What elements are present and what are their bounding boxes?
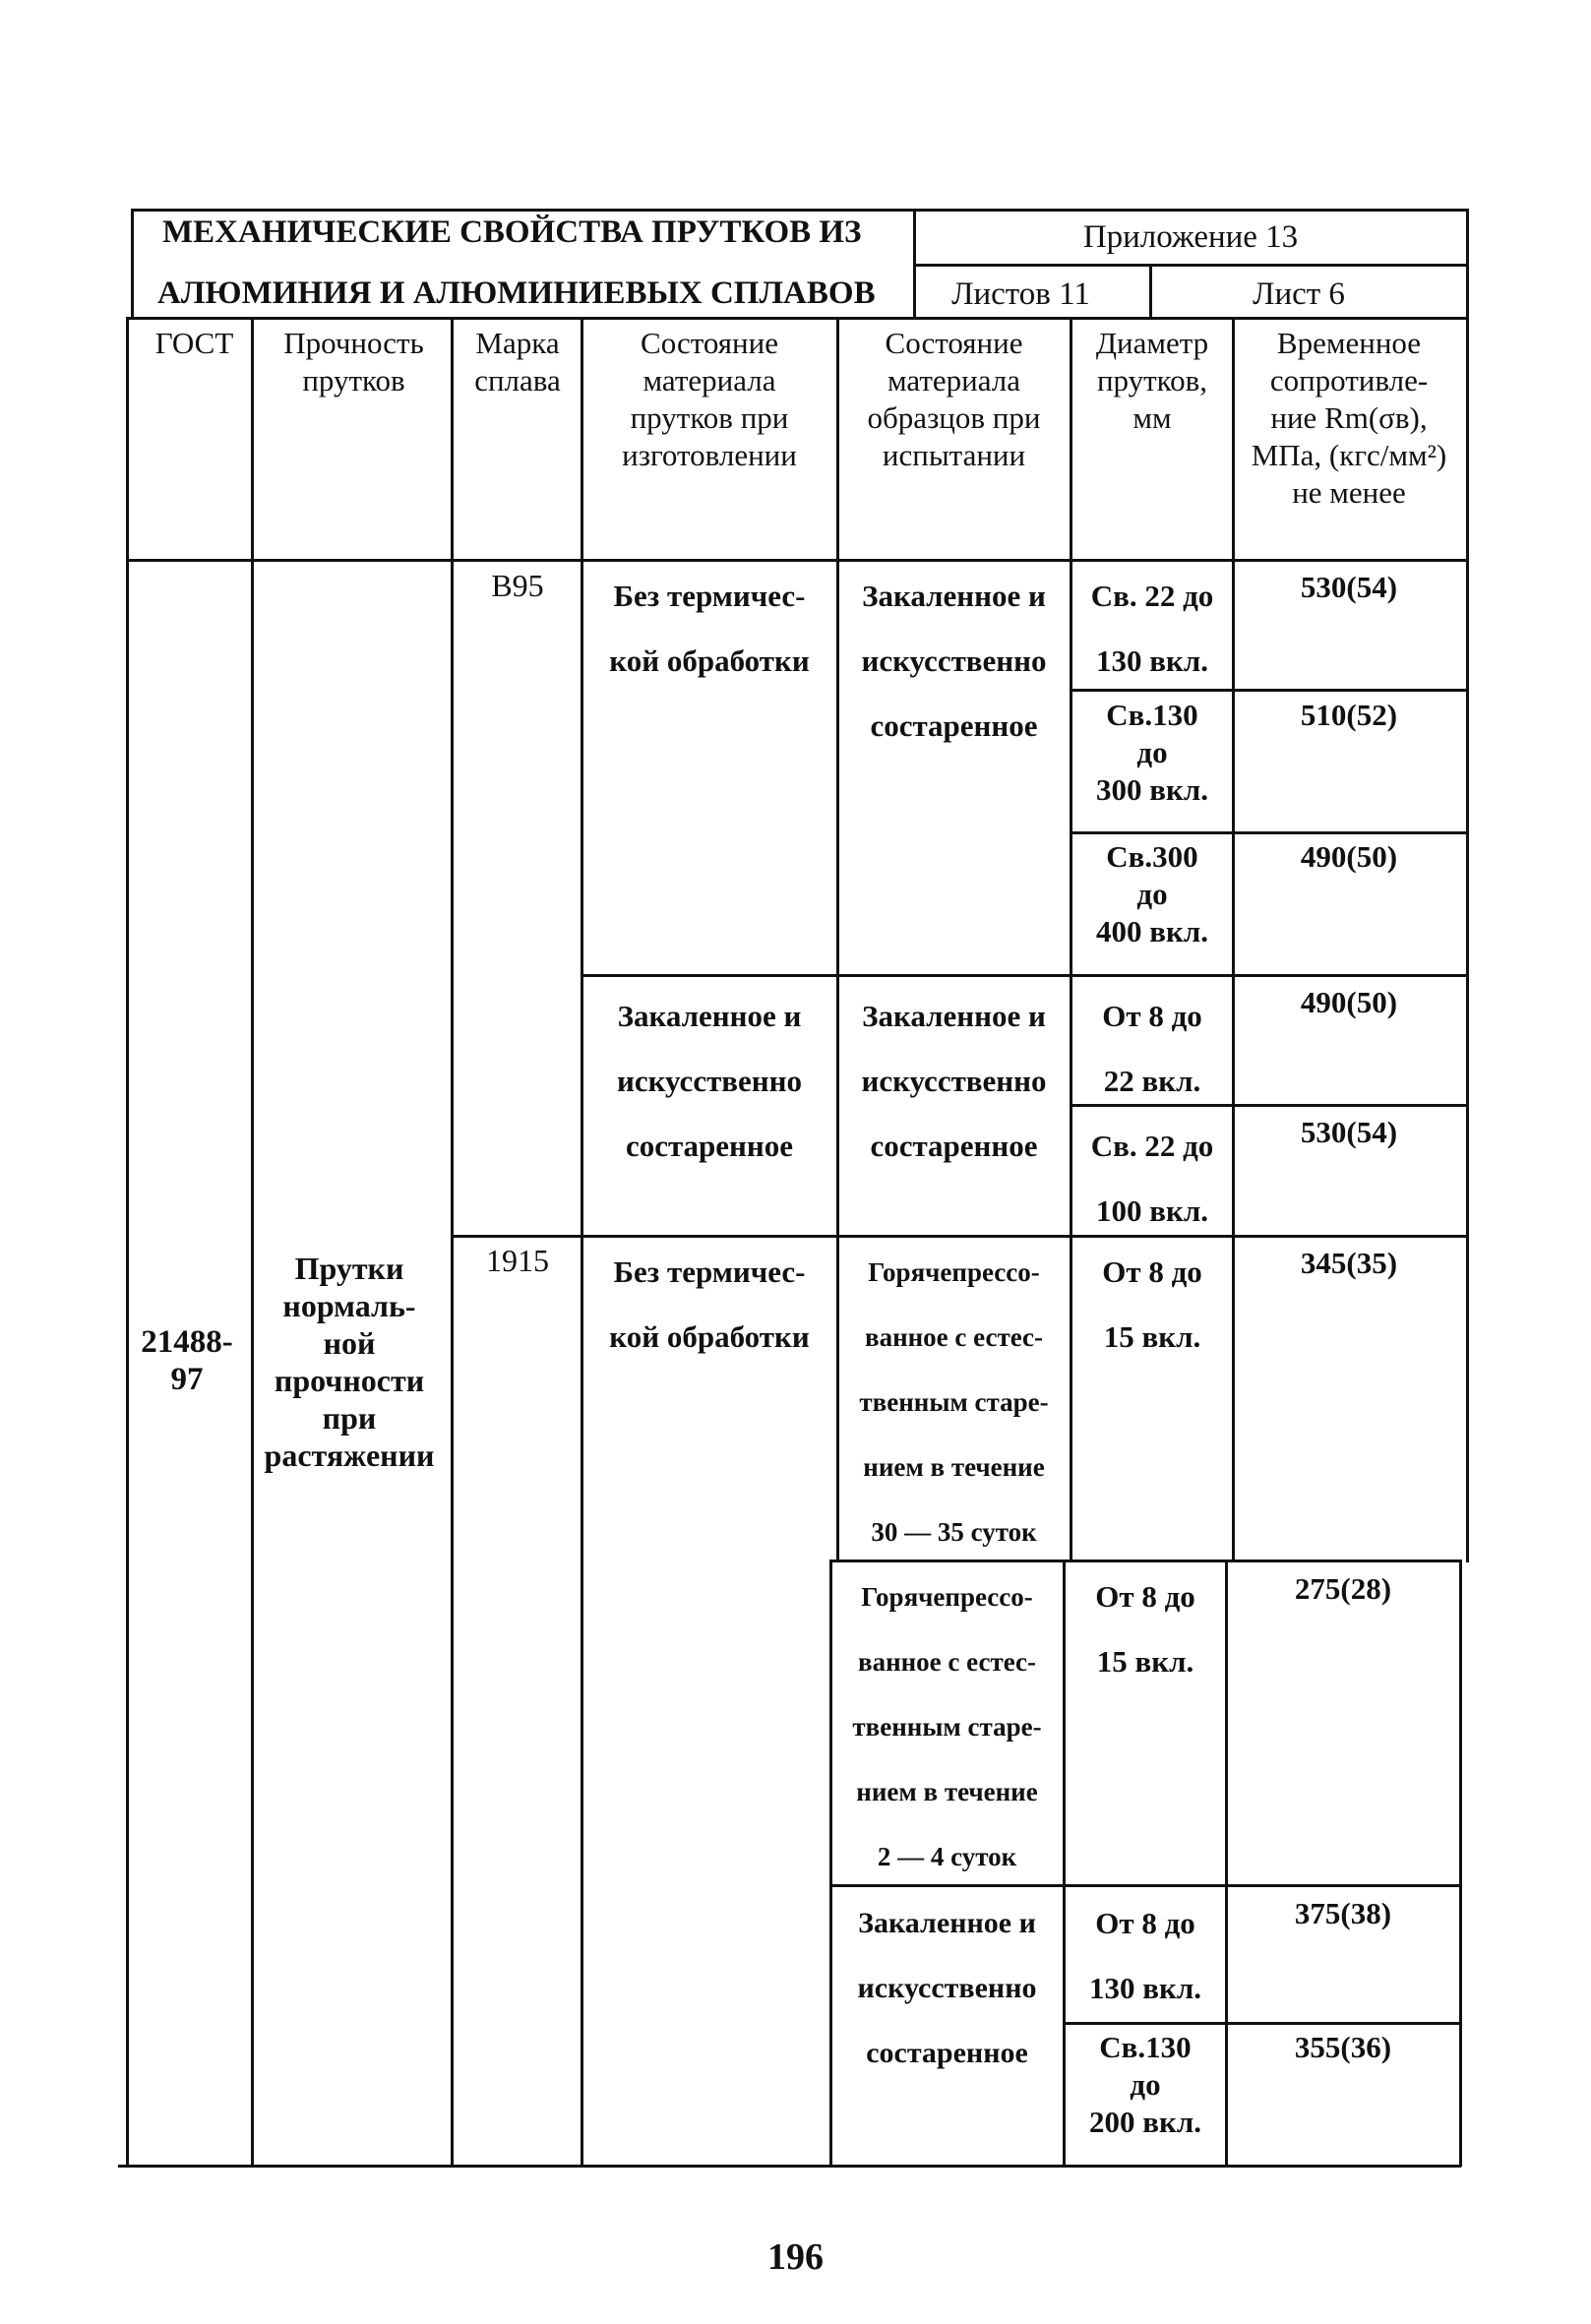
tensile-value-cell: 355(36) [1294, 2030, 1392, 2064]
diameter-cell: От 8 до 15 вкл. [1102, 1254, 1202, 1354]
rule-line [451, 1235, 1467, 1238]
rule-line [1063, 1560, 1066, 2167]
sheets-total-label: Листов 11 [951, 276, 1090, 312]
col-header-strength: Прочность прутков [283, 326, 424, 398]
rule-line [1232, 317, 1235, 1561]
test-state-b95-2: Закаленное и искусственно состаренное [861, 999, 1047, 1163]
rule-line [126, 317, 129, 2167]
rule-line [451, 317, 454, 2167]
test-state-1915-3: Закаленное и искусственно состаренное [857, 1907, 1037, 2069]
manufacture-state-b95-quenched: Закаленное и искусственно состаренное [616, 999, 803, 1163]
tensile-value-cell: 530(54) [1300, 570, 1398, 604]
gost-number: 21488- 97 [141, 1324, 233, 1397]
rule-line [1225, 1560, 1228, 2167]
page-number: 196 [767, 2236, 824, 2278]
rule-line [1459, 1560, 1462, 2167]
rule-line [1070, 689, 1467, 692]
test-state-1915-1: Горячепрессо- ванное с естес- твенным старе- нием в течение 30 — 35 суток [859, 1257, 1049, 1547]
rule-line [1466, 559, 1469, 1562]
rule-line [1063, 2022, 1461, 2025]
test-state-b95-1: Закаленное и искусственно состаренное [861, 579, 1047, 743]
tensile-value-cell: 345(35) [1300, 1246, 1398, 1280]
col-header-grade: Марка сплава [474, 326, 561, 398]
rule-line [131, 209, 1467, 212]
rule-line [126, 559, 1467, 562]
test-state-1915-2: Горячепрессо- ванное с естес- твенным старе- нием в течение 2 — 4 суток [852, 1582, 1042, 1871]
manufacture-state-1915-untreated: Без термичес- кой обработки [609, 1254, 810, 1354]
tensile-value-cell: 490(50) [1300, 985, 1398, 1019]
tensile-value-cell: 275(28) [1294, 1571, 1392, 1606]
rule-line [581, 317, 583, 2167]
tensile-value-cell: 510(52) [1300, 698, 1398, 732]
table-title-line-1: МЕХАНИЧЕСКИЕ СВОЙСТВА ПРУТКОВ ИЗ [162, 214, 862, 250]
strength-class: Прутки нормаль- ной прочности при растяжении [264, 1251, 435, 1473]
diameter-cell: Св. 22 до 130 вкл. [1090, 579, 1214, 678]
diameter-cell: От 8 до 15 вкл. [1095, 1579, 1195, 1679]
rule-line [1070, 1104, 1467, 1107]
rule-line [836, 317, 839, 1561]
rule-line [913, 209, 916, 319]
alloy-grade-1915: 1915 [486, 1243, 549, 1278]
rule-line [913, 264, 1467, 267]
rule-line [118, 2165, 1461, 2168]
col-header-state-manufacture: Состояние материала прутков при изготовлении [622, 326, 797, 472]
diameter-cell: От 8 до 22 вкл. [1102, 999, 1202, 1098]
rule-line [1070, 317, 1072, 1561]
col-header-state-test: Состояние материала образцов при испытании [867, 326, 1041, 472]
rule-line [126, 317, 1467, 320]
rule-line [831, 1560, 1461, 1562]
col-header-tensile: Временное сопротивле- ние Rm(σв), МПа, (кгс/мм²) не менее [1251, 326, 1447, 510]
diameter-cell: Св.130 до 300 вкл. [1096, 698, 1208, 807]
diameter-cell: Св.130 до 200 вкл. [1089, 2030, 1201, 2139]
tensile-value-cell: 530(54) [1300, 1115, 1398, 1149]
diameter-cell: От 8 до 130 вкл. [1089, 1906, 1201, 2005]
rule-line [829, 1560, 832, 2167]
alloy-grade-b95: В95 [491, 568, 544, 603]
tensile-value-cell: 490(50) [1300, 839, 1398, 874]
rule-line [131, 209, 134, 319]
rule-line [1466, 209, 1469, 561]
col-header-gost: ГОСТ [154, 326, 234, 360]
col-header-diameter: Диаметр прутков, мм [1095, 326, 1209, 435]
tensile-value-cell: 375(38) [1294, 1896, 1392, 1930]
sheet-label: Лист 6 [1253, 276, 1345, 312]
rule-line [1070, 831, 1467, 834]
appendix-label: Приложение 13 [1082, 219, 1299, 255]
diameter-cell: Св. 22 до 100 вкл. [1090, 1129, 1214, 1228]
diameter-cell: Св.300 до 400 вкл. [1096, 839, 1208, 948]
rule-line [581, 974, 1467, 977]
rule-line [1149, 264, 1152, 319]
table-title-line-2: АЛЮМИНИЯ И АЛЮМИНИЕВЫХ СПЛАВОВ [157, 275, 876, 311]
rule-line [831, 1884, 1461, 1887]
manufacture-state-b95-untreated: Без термичес- кой обработки [609, 579, 810, 678]
rule-line [251, 317, 254, 2167]
